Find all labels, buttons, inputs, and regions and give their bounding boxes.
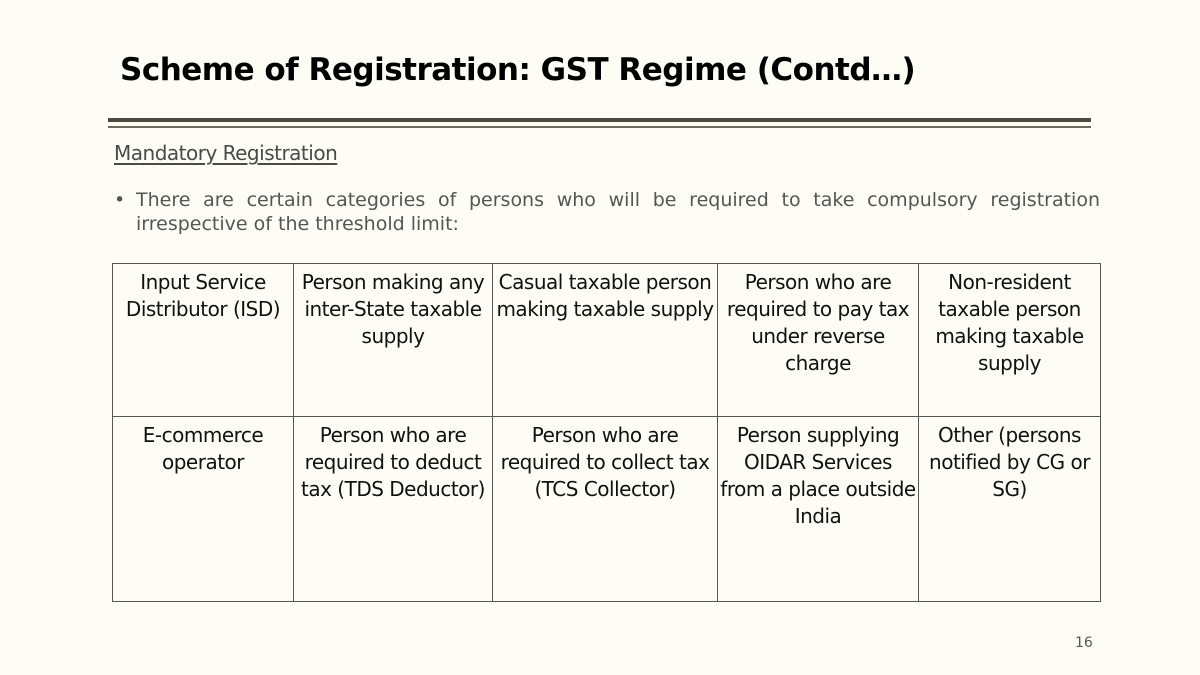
table-cell: E-commerce operator	[113, 417, 294, 602]
bullet-icon: •	[114, 189, 126, 211]
table-row	[113, 417, 1101, 602]
table-cell: Non-resident taxable person making taxable supply	[919, 264, 1101, 417]
title-divider-thick	[108, 118, 1091, 122]
table-cell: Person making any inter-State taxable supply	[294, 264, 493, 417]
bullet-item	[114, 188, 1100, 236]
table-cell: Person supplying OIDAR Services from a place outside India	[718, 417, 919, 602]
section-heading: Mandatory Registration	[114, 141, 338, 165]
table-cell: Person who are required to pay tax under reverse charge	[718, 264, 919, 417]
table-cell: Input Service Distributor (ISD)	[113, 264, 294, 417]
table-cell: Other (persons notified by CG or SG)	[919, 417, 1101, 602]
title-divider-thin	[108, 126, 1091, 128]
bullet-text: There are certain categories of persons who will be required to take compulsory registration irrespective of the threshold limit:	[136, 189, 1100, 235]
table-cell: Person who are required to deduct tax (TDS Deductor)	[294, 417, 493, 602]
registration-categories-table	[112, 263, 1101, 602]
slide-title: Scheme of Registration: GST Regime (Contd…)	[120, 52, 916, 88]
table-row	[113, 264, 1101, 417]
table-cell: Person who are required to collect tax (TCS Collector)	[493, 417, 718, 602]
page-number: 16	[1075, 635, 1093, 651]
table-cell: Casual taxable person making taxable supply	[493, 264, 718, 417]
